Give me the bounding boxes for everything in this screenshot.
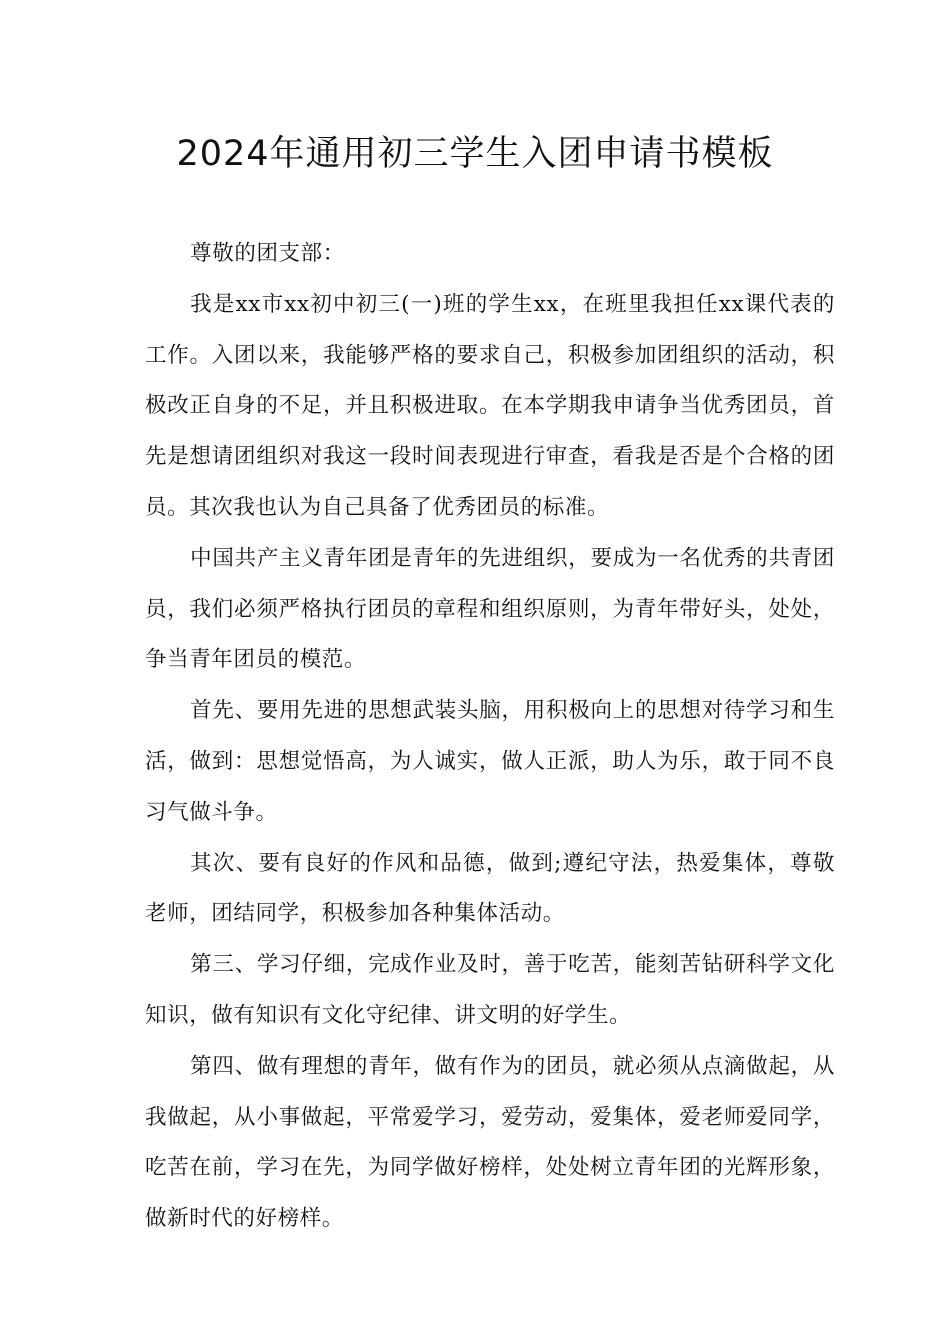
document-title: 2024年通用初三学生入团申请书模板: [176, 134, 774, 174]
paragraph-intro: 我是xx市xx初中初三(一)班的学生xx，在班里我担任xx课代表的工作。入团以来，我能够严格的要求自己，积极参加团组织的活动，积极改正自身的不足，并且积极进取。在本学期我申请争当优秀团员，首先是想请团组织对我这一段时间表现进行审查，看我是否是个合格的团员。其次我也认为自己具备了优秀团员的标准。: [145, 291, 835, 520]
paragraph-league: 中国共产主义青年团是青年的先进组织，要成为一名优秀的共青团员，我们必须严格执行团员的章程和组织原则，为青年带好头，处处，争当青年团员的模范。: [145, 545, 835, 673]
paragraph-first: 首先、要用先进的思想武装头脑，用积极向上的思想对待学习和生活，做到：思想觉悟高，为人诚实，做人正派，助人为乐，敢于同不良习气做斗争。: [145, 698, 835, 825]
salutation: 尊敬的团支部：: [190, 241, 345, 266]
document-body: [145, 229, 835, 1245]
paragraph-second: 其次、要有良好的作风和品德，做到;遵纪守法，热爱集体，尊敬老师，团结同学，积极参加各种集体活动。: [145, 850, 835, 927]
paragraph-third: 第三、学习仔细，完成作业及时，善于吃苦，能刻苦钻研科学文化知识，做有知识有文化守纪律、讲文明的好学生。: [145, 952, 835, 1028]
paragraph-fourth: 第四、做有理想的青年，做有作为的团员，就必须从点滴做起，从我做起，从小事做起，平常爱学习，爱劳动，爱集体，爱老师爱同学，吃苦在前，学习在先，为同学做好榜样，处处树立青年团的光辉形象，做新时代的好榜样。: [145, 1053, 835, 1232]
